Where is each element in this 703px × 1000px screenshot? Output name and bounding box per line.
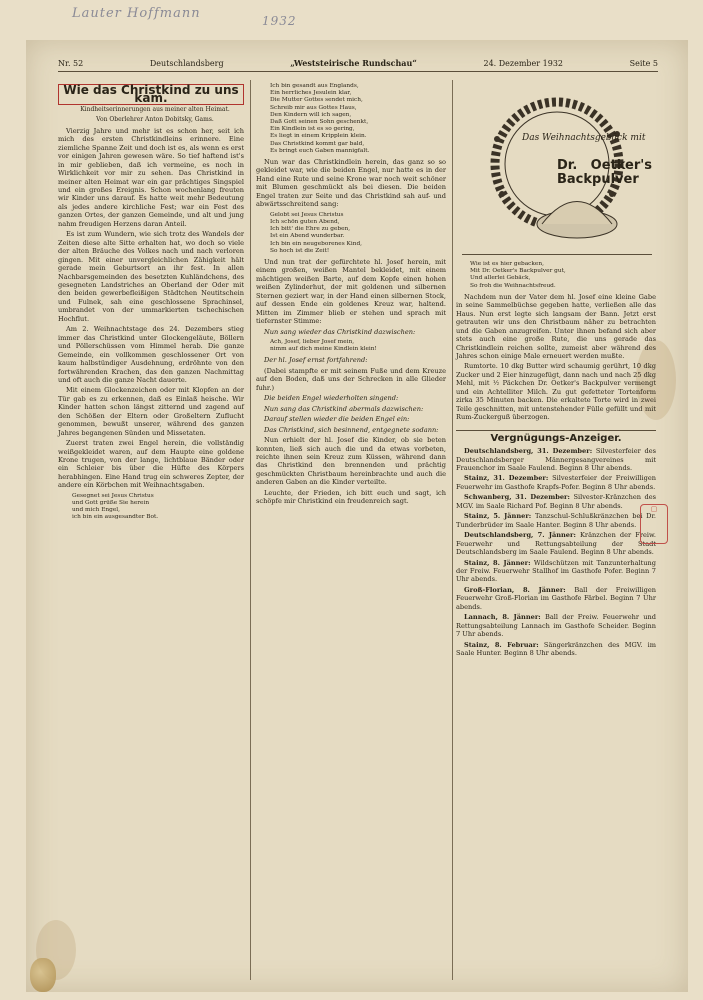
event-text: Tanzschul-Schlußkränzchen bei Dr. Tunderbrüder im Saale Hanter. Beginn 8 Uhr abends. <box>456 512 656 529</box>
event-item <box>456 559 656 584</box>
event-heading: Deutschlandsberg, 31. Dezember: <box>464 447 593 456</box>
poem-line: Ich bin gesandt aus Englands, <box>270 83 359 89</box>
event-item <box>456 641 656 658</box>
handwritten-note: Lauter Hoffmann <box>72 6 201 21</box>
handwritten-year: 1932 <box>262 14 297 28</box>
event-heading: Stainz, 8. Februar: <box>464 640 539 649</box>
poem-line: Ein Kindlein ist es so gering, <box>270 126 355 133</box>
article-column-3 <box>456 80 656 980</box>
issue-number: Nr. 52 <box>58 58 84 68</box>
article-paragraph: Es ist zum Wundern, wie sich trotz des Wandels der Zeiten diese alte Sitte erhalten hat, wo doch so viele der alten Bräuche des Volkes nach und nach verloren gingen. Mit einer unvergleichlichen Zähigkeit hält gerade mein Geburtsort an ihr fest. In allen Nachbarsgemeinden des besetzten Kuhländchens, des gesegneten Landstriches an Oberland der Oder mit den beiden gewerbefleißigen Städtchen Neutitschein und Fulnek, sah eine geschlossene Sprachinsel, umbrandet von der ummarkierten tschechischen Hochflut. <box>58 230 244 323</box>
poem-block-1 <box>270 83 446 155</box>
poem-line: ich bin ein ausgesandter Bot. <box>72 514 159 521</box>
article-subtitle: Kindheitserinnerungen aus meiner alten Heimat. <box>80 105 230 113</box>
event-heading: Groß-Florian, 8. Jänner: <box>464 585 566 594</box>
poem-line: Die Mutter Gottes sendet mich, <box>270 97 363 104</box>
ad-line-1: Das Weihnachtsgebäck <box>522 133 628 143</box>
event-text: Kränzchen der Freiw. Feuerwehr und Rettungsabteilung der Stadt Deutschlandsberg im Saale Faulend. Beginn 8 Uhr abends. <box>456 531 656 557</box>
newspaper-name: „Weststeirische Rundschau“ <box>290 58 417 68</box>
event-heading: Lannach, 8. Jänner: <box>464 613 541 622</box>
ad-headline <box>522 134 645 142</box>
stage-direction: Nun sang das Christkind abermals dazwischen: <box>264 404 424 413</box>
poem-line: und Gott grüße Sie herein <box>72 500 150 507</box>
poem-line: Ich bitt' die Ehre zu geben, <box>270 226 351 233</box>
event-item <box>456 613 656 638</box>
event-text: Silvester-Kränzchen des MGV. im Saale Richard Pof. Beginn 8 Uhr abends. <box>456 493 656 510</box>
issue-date: 24. Dezember 1932 <box>483 58 564 68</box>
poem-line: nimm auf dich meine Kindlein klein! <box>270 346 377 353</box>
article-paragraph: Und nun trat der gefürchtete hl. Josef herein, mit einem großen, weißen Mantel bekleidet, mit einem mächtigen weißen Barte, auf dem Kopfe einen hohen weißen Zylinderhut, der mit goldenen und silbernen Sternen geziert war, in der Hand einen silbernen Stock, auf dessen Ende ein goldenes Kreuz war, haltend. Mitten im Zimmer blieb er stehen und sprach mit tiefernster Stimme: <box>256 257 446 326</box>
event-item <box>456 531 656 556</box>
stage-direction: Darauf stellen wieder die beiden Engel ein: <box>264 415 410 424</box>
article-poem <box>72 493 244 522</box>
event-item <box>456 586 656 611</box>
event-heading: Schwanberg, 31. Dezember: <box>464 493 570 502</box>
poem-block-3 <box>270 339 446 353</box>
event-item <box>456 512 656 529</box>
article-paragraph: Nun erhielt der hl. Josef die Kinder, ob sie beten konnten, ließ sich auch die und da etwas vorbeten, reichte ihnen sein Kreuz zum Küssen, während dann das Christkind den brennenden und prächtig geschmückten Christbaum hereinbrachte und auch die anderen Gaben an die Kinder verteilte. <box>256 436 446 487</box>
article-paragraph: Am 2. Weihnachtstage des 24. Dezembers stieg immer das Christkind unter Glockengeläute, Böllern und Pöllerschüssen vom Himmel herab. Die ganze Gemeinde, ein vollkommen geschlossener Ort von kaum halbstündiger Ausdehnung, erdröhnte von den fortwährenden Krachen, das den ganzen Nachmittag und oft auch die ganze Nacht dauerte. <box>58 325 244 384</box>
poem-line: Den Kindern will ich sagen, <box>270 111 352 118</box>
poem-line: Es bringt euch Gaben mannigfalt. <box>270 147 370 154</box>
article-column-1 <box>58 80 251 980</box>
event-text: Wildschützen mit Tanzunterhaltung der Freiw. Feuerwehr Stallhof im Gasthofe Pofer. Beginn 7 Uhr abends. <box>456 558 656 584</box>
article-paragraph: Leuchte, der Frieden, ich bitt euch und sagt, ich schöpfe mir Christkind ein freudenreich sagt. <box>256 488 446 506</box>
poem-line: Gelobt sei Jesus Christus <box>270 211 344 218</box>
oetker-advertisement <box>462 84 652 255</box>
event-item <box>456 474 656 491</box>
poem-line: Es liegt in einem Kripplein klein. <box>270 133 367 140</box>
poem-line: So froh die Weihnachtsfreud. <box>470 282 556 289</box>
poem-line: Mit Dr. Oetker's Backpulver gut, <box>470 268 566 275</box>
article-paragraph: Vierzig Jahre und mehr ist es schon her, seit ich mich des ersten Christkindleins erinnere. Eine ziemliche Spanne Zeit und doch ist es, als wenn es erst vor einigen Jahren gewesen wäre. So tief haftend ist's in mir geblieben, daß ich vermeine, es noch in Wirklichkeit vor mir zu sehen. Das Christkind in meiner alten Heimat war ein gar prächtiges Singspiel und ein großes Ereignis. Schon wochenlang freuten wir Kinder uns darauf. Es hatte weit mehr Bedeutung als jedes andere kirchliche Fest; war ein Fest des ganzen Ortes, der ganzen Gemeinde, und alt und jung nahm freudigen Herzens daran Anteil. <box>58 126 244 228</box>
poem-line: Wie ist es hier gebacken, <box>470 261 544 267</box>
poem-line: Daß Gott seinen Sohn geschenkt, <box>270 119 369 126</box>
poem-line: Schreib mir aus Gottes Haus, <box>270 104 357 111</box>
events-title: Vergnügungs-Anzeiger. <box>456 430 656 443</box>
event-text: Silvesterfeier des Deutschlandsberger Männergesangvereines mit Frauenchor im Saale Faulend. Beginn 8 Uhr abends. <box>456 447 656 472</box>
event-item <box>456 447 656 472</box>
article-author: Von Oberlehrer Anton Dobitsky, Gams. <box>96 116 214 124</box>
article-paragraph: Zuerst traten zwei Engel herein, die vollständig weißgekleidet waren, auf dem Haupte eine goldene Krone trugen, von der lange, lichtblaue Bänder oder ein Schleier bis über die Hüfte des Körpers herabhingen. Eine Hand trug ein schweres Zepter, der andere ein Körbchen mit Weihnachtsgaben. <box>58 439 244 490</box>
stage-direction: Der hl. Josef ernst fortfahrend: <box>264 356 368 365</box>
event-heading: Deutschlandsberg, 7. Jänner: <box>464 531 576 540</box>
stage-direction: Das Christkind, sich besinnend, entgegnete sodann: <box>264 425 439 434</box>
wax-seal <box>30 958 56 992</box>
header-place: Deutschlandsberg <box>149 58 224 68</box>
event-text: Silvesterfeier der Freiwilligen Feuerwehr im Gasthofe Krapfs-Pofer. Beginn 8 Uhr abends. <box>456 474 656 491</box>
ad-poem <box>470 261 656 290</box>
events-list <box>456 447 656 657</box>
page-number: Seite 5 <box>629 58 658 68</box>
poem-line: So hoch ist die Zeit! <box>270 247 330 254</box>
article-title: Wie das Christkind zu uns kam. <box>58 84 244 105</box>
event-heading: Stainz, 5. Jänner: <box>464 512 532 521</box>
ad-brand: Dr. Oetker's Backpulver <box>557 158 652 187</box>
article-paragraph: Nun war das Christkindlein herein, das ganz so so gekleidet war, wie die beiden Engel, nur hatte es in der Hand eine Rute und seine Krone war noch weit schöner mit Blumen geschmückt als bei diesen. Die beiden Engel traten zur Seite und das Christkind sah auf- und abwärtsschreitend sang: <box>256 158 446 209</box>
article-paragraph: Nachdem nun der Vater dem hl. Josef eine kleine Gabe in seine Sammelbüchse gegeben hatte, verließen alle das Haus. Nun erst legte sich langsam der Bann. Jetzt erst getrauten wir uns den Christbaum näher zu betrachten und die Gaben anzugreifen. Unter ihnen befand sich aber stets auch eine große Rute, die uns gerade das Christkindlein reichen sollte, zumeist aber während des Jahres schon einige Male erneuert werden mußte. <box>456 292 656 360</box>
poem-line: Gesegnet sei Jesus Christus <box>72 492 154 499</box>
poem-line: Ein herrliches Jesulein klar, <box>270 90 352 97</box>
poem-line: Ich bin ein neugeborenes Kind, <box>270 240 363 247</box>
event-text: Ball der Freiwilligen Feuerwehr Groß-Florian im Gasthofe Färbel. Beginn 7 Uhr abends. <box>456 585 656 611</box>
article-column-2 <box>256 80 453 980</box>
poem-line: Ist ein Abend wunderbar. <box>270 233 345 240</box>
library-stamp: ▢ <box>640 504 668 544</box>
article-paragraph: Mit einem Glockenzeichen oder mit Klopfen an der Tür gab es zu erkennen, daß es Einlaß heische. Wir Kinder hatten schon längst zitternd und zagend auf den Schößen der Eltern oder Großeltern Zuflucht genommen, bewußt unserer, während des ganzen Jahres begangenen Sünden und Missetaten. <box>58 386 244 437</box>
event-item <box>456 493 656 510</box>
poem-line: und mich Engel, <box>72 507 120 514</box>
recipe-paragraph: Rumtorte. 10 dkg Butter wird schaumig gerührt, 10 dkg Zucker und 2 Eier hinzugefügt, dann nach und nach 25 dkg Mehl, mit ½ Päckchen Dr. Oetker's Backpulver vermengt und ein Achtelliter Milch. Zu gut gefetteter Tortenform zirka 35 Minuten backen. Die erkaltete Torte wird in zwei Teile geschnitten, mit untenstehender Fülle gefüllt und mit Rum-Zuckerguß überzogen. <box>456 362 656 422</box>
ad-line-2: mit <box>630 133 646 143</box>
event-heading: Stainz, 8. Jänner: <box>464 558 531 567</box>
stage-direction: Nun sang wieder das Christkind dazwischen: <box>264 327 416 336</box>
event-text: Ball der Freiw. Feuerwehr und Rettungsabteilung Lannach im Gasthofe Scheider. Beginn 7 Uhr abends. <box>456 613 656 639</box>
event-text: Sängerkränzchen des MGV. im Saale Hunter. Beginn 8 Uhr abends. <box>456 640 656 658</box>
article-paragraph: (Dabei stampfte er mit seinem Fuße und dem Kreuze auf den Boden, daß uns der Schrecken in alle Glieder fuhr.) <box>256 366 446 392</box>
poem-line: Das Christkind kommt gar bald, <box>270 140 365 147</box>
poem-line: Ich schön guten Abend, <box>270 218 340 225</box>
page-header <box>58 58 658 72</box>
poem-line: Und allerlei Gebäck, <box>470 275 531 282</box>
event-heading: Stainz, 31. Dezember: <box>464 474 549 483</box>
poem-line: Ach, Josef, lieber Josef mein, <box>270 339 355 346</box>
stage-direction: Die beiden Engel wiederholten singend: <box>264 394 399 403</box>
poem-block-2 <box>270 212 446 255</box>
